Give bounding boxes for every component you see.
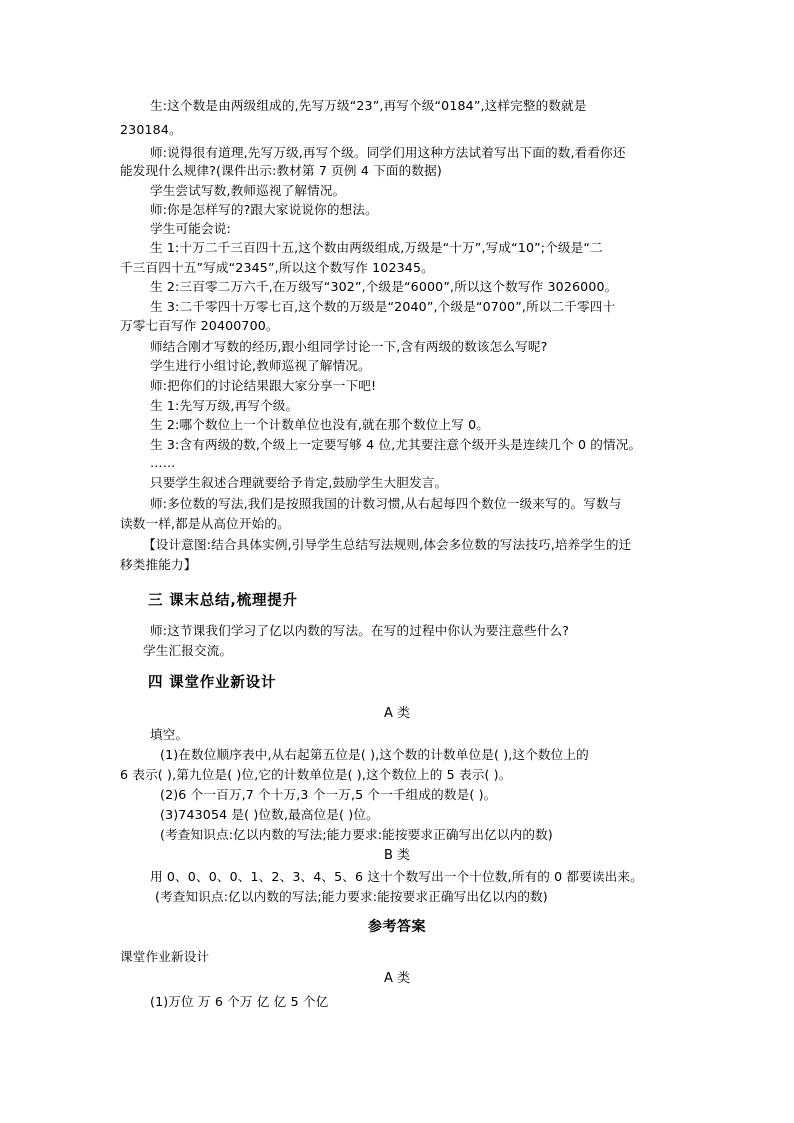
paragraph-line: 师结合刚才写数的经历,跟小组同学讨论一下,含有两级的数该怎么写呢?: [150, 339, 548, 354]
paragraph-line: 读数一样,都是从高位开始的。: [120, 516, 290, 531]
question-line: 用 0、0、0、0、1、2、3、4、5、6 这十个数写出一个十位数,所有的 0 都要读出来。: [150, 869, 643, 884]
paragraph-line: 生 3:二千零四十万零七百,这个数的万级是“2040”,个级是“0700”,所以二千零四十: [150, 299, 616, 314]
paragraph-line: 生:这个数是由两级组成的,先写万级“23”,再写个级“0184”,这样完整的数就是: [150, 98, 587, 113]
paragraph-line: 学生进行小组讨论,教师巡视了解情况。: [150, 358, 371, 373]
question-line: 6 表示( ),第九位是( )位,它的计数单位是( ),这个数位上的 5 表示( )。: [120, 767, 512, 782]
paragraph-line: 万零七百写作 20400700。: [120, 318, 279, 333]
paragraph-line: 学生汇报交流。: [143, 643, 233, 658]
category-label: A 类: [383, 971, 411, 986]
question-note: (考查知识点:亿以内数的写法;能力要求:能按要求正确写出亿以内的数): [155, 889, 548, 904]
paragraph-line: 生 3:含有两级的数,个级上一定要写够 4 位,尤其要注意个级开头是连续几个 0 的情况。: [150, 437, 642, 452]
question-line: (1)在数位顺序表中,从右起第五位是( ),这个数的计数单位是( ),这个数位上的: [160, 747, 589, 762]
design-intent-line: 移类推能力】: [120, 557, 197, 572]
paragraph-line: 师:说得很有道理,先写万级,再写个级。同学们用这种方法试着写出下面的数,看看你还: [150, 145, 626, 160]
answer-line: (1)万位 万 6 个万 亿 亿 5 个亿: [150, 994, 329, 1009]
question-note: (考查知识点:亿以内数的写法;能力要求:能按要求正确写出亿以内的数): [160, 827, 553, 842]
category-label: B 类: [383, 848, 411, 863]
question-line: (3)743054 是( )位数,最高位是( )位。: [160, 807, 379, 822]
paragraph-line: 师:这节课我们学习了亿以内数的写法。在写的过程中你认为要注意些什么?: [150, 623, 570, 638]
paragraph-line: 230184。: [120, 122, 182, 137]
paragraph-line: 生 1:先写万级,再写个级。: [150, 398, 299, 413]
paragraph-line: 师:多位数的写法,我们是按照我国的计数习惯,从右起每四个数位一级来写的。写数与: [150, 496, 622, 511]
question-line: (2)6 个一百万,7 个十万,3 个一万,5 个一千组成的数是( )。: [160, 787, 497, 802]
category-label: A 类: [383, 706, 411, 721]
paragraph-line: 师:把你们的讨论结果跟大家分享一下吧!: [150, 378, 377, 393]
paragraph-line: 师:你是怎样写的?跟大家说说你的想法。: [150, 202, 378, 217]
answers-subtitle: 课堂作业新设计: [120, 949, 210, 964]
paragraph-line: 学生尝试写数,教师巡视了解情况。: [150, 183, 346, 198]
paragraph-line: 生 2:三百零二万六千,在万级写“302”,个级是“6000”,所以这个数写作 3026000。: [150, 279, 618, 294]
paragraph-line: 生 2:哪个数位上一个计数单位也没有,就在那个数位上写 0。: [150, 417, 490, 432]
paragraph-line: 千三百四十五”写成“2345”,所以这个数写作 102345。: [120, 260, 434, 275]
paragraph-line: 填空。: [150, 727, 189, 742]
paragraph-line: 学生可能会说:: [150, 221, 231, 236]
paragraph-line: 生 1:十万二千三百四十五,这个数由两级组成,万级是“十万”,写成“10”;个级是“二: [150, 240, 603, 255]
section-heading: 三 课末总结,梳理提升: [148, 593, 298, 609]
paragraph-line: 能发现什么规律?(课件出示:教材第 7 页例 4 下面的数据): [120, 163, 442, 178]
answers-title: 参考答案: [368, 919, 426, 935]
paragraph-line: 只要学生叙述合理就要给予肯定,鼓励学生大胆发言。: [150, 475, 448, 490]
design-intent-line: 【设计意图:结合具体实例,引导学生总结写法规则,体会多位数的写法技巧,培养学生的迁: [143, 537, 632, 552]
section-heading: 四 课堂作业新设计: [148, 675, 277, 691]
paragraph-line: ……: [150, 455, 176, 470]
